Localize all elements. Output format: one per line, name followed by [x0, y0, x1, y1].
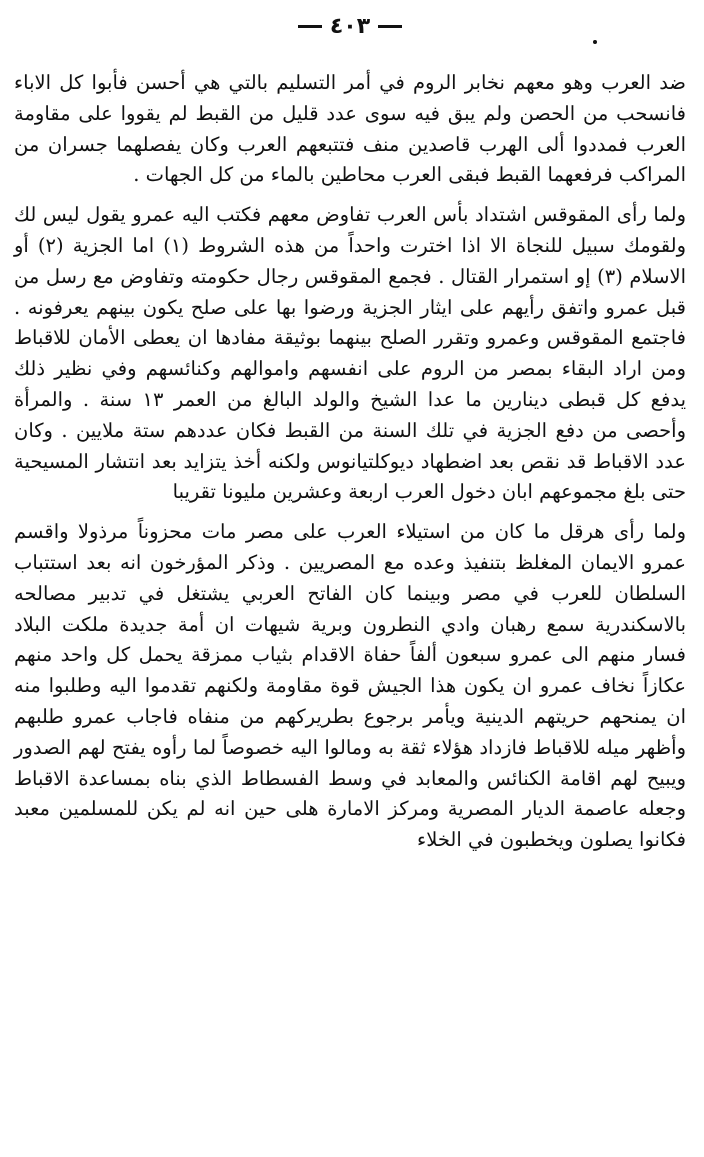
paragraph-3: ولما رأى هرقل ما كان من استيلاء العرب على مصر مات محزوناً مرذولا واقسم عمرو الايمان المغلظ بتنفيذ وعده مع المصريين . وذكر المؤرخون انه بعد استتباب السلطان للعرب في مصر وبينما كان الفاتح العربي يشتغل في تدبير مصالحه بالاسكندرية سمع رهبان وادي النطرون وبرية شيهات ان أمة جديدة ملكت البلاد فسار منهم الى عمرو سبعون ألفاً حفاة الاقدام بثياب ممزقة يحمل كل واحد منهم عكازاً نخاف عمرو ان يكون هذا الجيش قوة مقاومة ولكنهم تقدموا اليه وطلبوا منه ان يمنحهم حريتهم الدينية ويأمر برجوع بطريركهم من منفاه فاجاب عمرو طلبهم وأظهر ميله للاقباط فازداد هؤلاء ثقة به ومالوا اليه خصوصاً لما رأوه يفتح لهم الصدور ويبيح لهم اقامة الكنائس والمعابد في وسط الفسطاط الذي بناه بمساعدة الاقباط وجعله عاصمة الديار المصرية ومركز الامارة هلى حين انه لم يكن للمسلمين معبد فكانوا يصلون ويخطبون في الخلاء [14, 520, 686, 852]
header-dash-left [298, 25, 322, 28]
page-number: ٤٠٣ [329, 13, 371, 39]
page-header [14, 6, 686, 46]
header-dot [593, 40, 597, 44]
paragraph-2: ولما رأى المقوقس اشتداد بأس العرب تفاوض معهم فكتب اليه عمرو يقول ليس لك ولقومك سبيل للنجاة الا اذا اخترت واحداً من هذه الشروط (١) اما الجزية (٢) أو الاسلام (٣) إو استمرار القتال . فجمع المقوقس رجال حكومته وتفاوض مع رسل من قبل عمرو واتفق رأيهم على ايثار الجزية ورضوا بها على صلح يكون بينهم يعرفونه . فاجتمع المقوقس وعمرو وتقرر الصلح بينهما بوثيقة مفادها ان يعطى الأمان للاقباط ومن اراد البقاء بمصر من الروم على انفسهم واموالهم وكنائسهم وفي نظير ذلك يدفع كل قبطى دينارين ما عدا الشيخ والولد البالغ من العمر ١٣ سنة . والمرأة وأحصى من دفع الجزية في تلك السنة من القبط فكان عددهم ستة ملايين . وكان عدد الاقباط قد نقص بعد اضطهاد ديوكلتيانوس ولكنه أخذ يتزايد بعد انتشار المسيحية حتى بلغ مجموعهم ابان دخول العرب اربعة وعشرين مليونا تقريبا [14, 203, 687, 504]
body-text [14, 68, 686, 856]
header-dash-right [378, 25, 402, 28]
paragraph-1: ضد العرب وهو معهم نخابر الروم في أمر التسليم بالتي هي أحسن فأبوا كل الاباء فانسحب من الحصن ولم يبق فيه سوى عدد قليل من القبط لم يقووا على مقاومة العرب فمددوا ألى الهرب قاصدين منف فتتبعهم العرب وكان يفصلهما جسران من المراكب فرفعهما القبط فبقى العرب محاطين بالماء من كل الجهات . [14, 71, 686, 187]
